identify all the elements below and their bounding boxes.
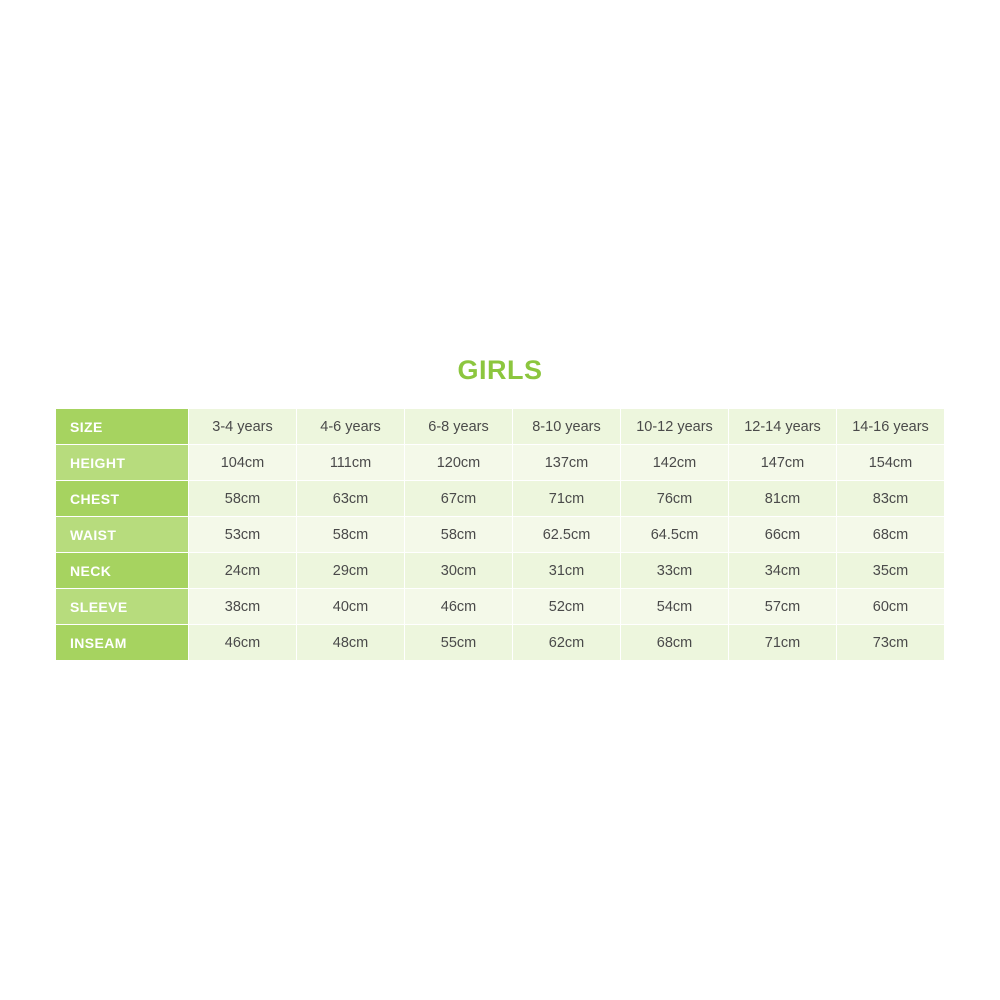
table-cell: 154cm — [837, 445, 945, 481]
column-header-size: SIZE — [56, 409, 189, 445]
table-cell: 35cm — [837, 553, 945, 589]
table-cell: 66cm — [729, 517, 837, 553]
table-cell: 53cm — [189, 517, 297, 553]
row-header-chest: CHEST — [56, 481, 189, 517]
table-cell: 63cm — [297, 481, 405, 517]
table-cell: 71cm — [729, 625, 837, 661]
chart-title: GIRLS — [457, 355, 543, 385]
table-row — [56, 517, 945, 553]
table-row — [56, 553, 945, 589]
size-chart-container — [55, 355, 945, 661]
table-cell: 58cm — [405, 517, 513, 553]
table-cell: 58cm — [189, 481, 297, 517]
table-cell: 55cm — [405, 625, 513, 661]
table-cell: 62cm — [513, 625, 621, 661]
row-header-waist: WAIST — [56, 517, 189, 553]
table-cell: 68cm — [621, 625, 729, 661]
table-header-row — [56, 409, 945, 445]
size-chart-table — [55, 408, 945, 661]
column-header-age: 6-8 years — [405, 409, 513, 445]
column-header-age: 14-16 years — [837, 409, 945, 445]
table-cell: 33cm — [621, 553, 729, 589]
table-cell: 76cm — [621, 481, 729, 517]
table-cell: 52cm — [513, 589, 621, 625]
table-cell: 31cm — [513, 553, 621, 589]
table-cell: 46cm — [189, 625, 297, 661]
table-cell: 120cm — [405, 445, 513, 481]
column-header-age: 3-4 years — [189, 409, 297, 445]
table-cell: 58cm — [297, 517, 405, 553]
table-cell: 142cm — [621, 445, 729, 481]
table-cell: 62.5cm — [513, 517, 621, 553]
table-row — [56, 625, 945, 661]
table-cell: 34cm — [729, 553, 837, 589]
column-header-age: 12-14 years — [729, 409, 837, 445]
table-cell: 29cm — [297, 553, 405, 589]
table-cell: 137cm — [513, 445, 621, 481]
column-header-age: 8-10 years — [513, 409, 621, 445]
table-cell: 83cm — [837, 481, 945, 517]
table-cell: 38cm — [189, 589, 297, 625]
table-cell: 68cm — [837, 517, 945, 553]
table-cell: 30cm — [405, 553, 513, 589]
table-cell: 73cm — [837, 625, 945, 661]
table-cell: 40cm — [297, 589, 405, 625]
table-row — [56, 589, 945, 625]
row-header-inseam: INSEAM — [56, 625, 189, 661]
table-cell: 46cm — [405, 589, 513, 625]
table-cell: 81cm — [729, 481, 837, 517]
table-cell: 71cm — [513, 481, 621, 517]
row-header-neck: NECK — [56, 553, 189, 589]
table-row — [56, 481, 945, 517]
table-cell: 24cm — [189, 553, 297, 589]
table-cell: 57cm — [729, 589, 837, 625]
column-header-age: 10-12 years — [621, 409, 729, 445]
table-cell: 104cm — [189, 445, 297, 481]
table-row — [56, 445, 945, 481]
table-cell: 60cm — [837, 589, 945, 625]
table-cell: 111cm — [297, 445, 405, 481]
table-cell: 48cm — [297, 625, 405, 661]
table-body — [56, 409, 945, 661]
row-header-height: HEIGHT — [56, 445, 189, 481]
column-header-age: 4-6 years — [297, 409, 405, 445]
row-header-sleeve: SLEEVE — [56, 589, 189, 625]
table-cell: 54cm — [621, 589, 729, 625]
table-cell: 147cm — [729, 445, 837, 481]
table-cell: 64.5cm — [621, 517, 729, 553]
table-cell: 67cm — [405, 481, 513, 517]
